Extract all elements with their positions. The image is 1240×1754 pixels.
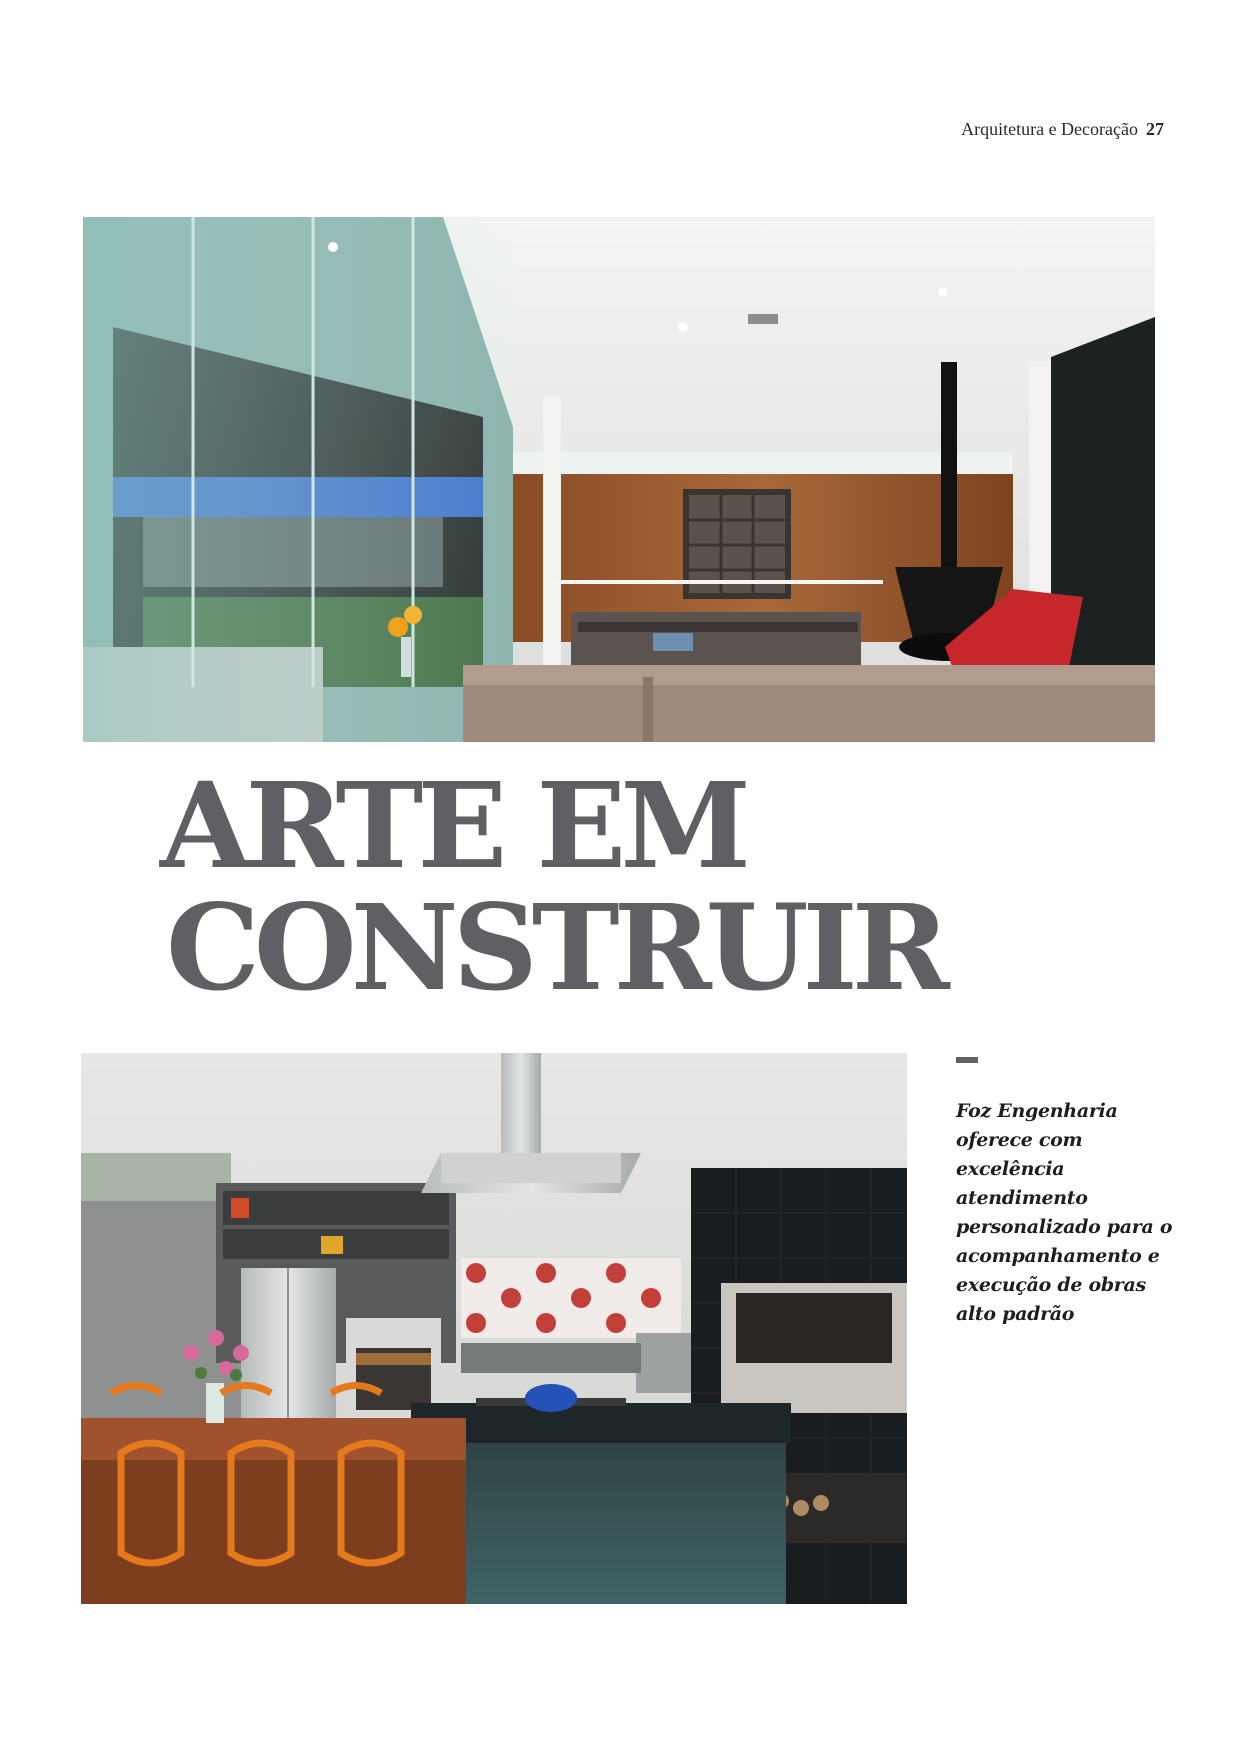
living-room-photo [83,217,1155,742]
section-title: Arquitetura e Decoração [961,119,1138,139]
deck-dash [956,1057,978,1063]
deck-text: Foz Engenharia oferece com excelência atendimento personalizado para o acompanhamento e execução de obras alto padrão [956,1100,1173,1325]
headline [160,756,944,1017]
headline-line-2: CONSTRUIR [166,878,944,1017]
running-head [961,119,1164,140]
headline-line-1: ARTE EM [160,756,745,895]
page-number: 27 [1146,119,1164,139]
kitchen-photo [81,1053,907,1604]
